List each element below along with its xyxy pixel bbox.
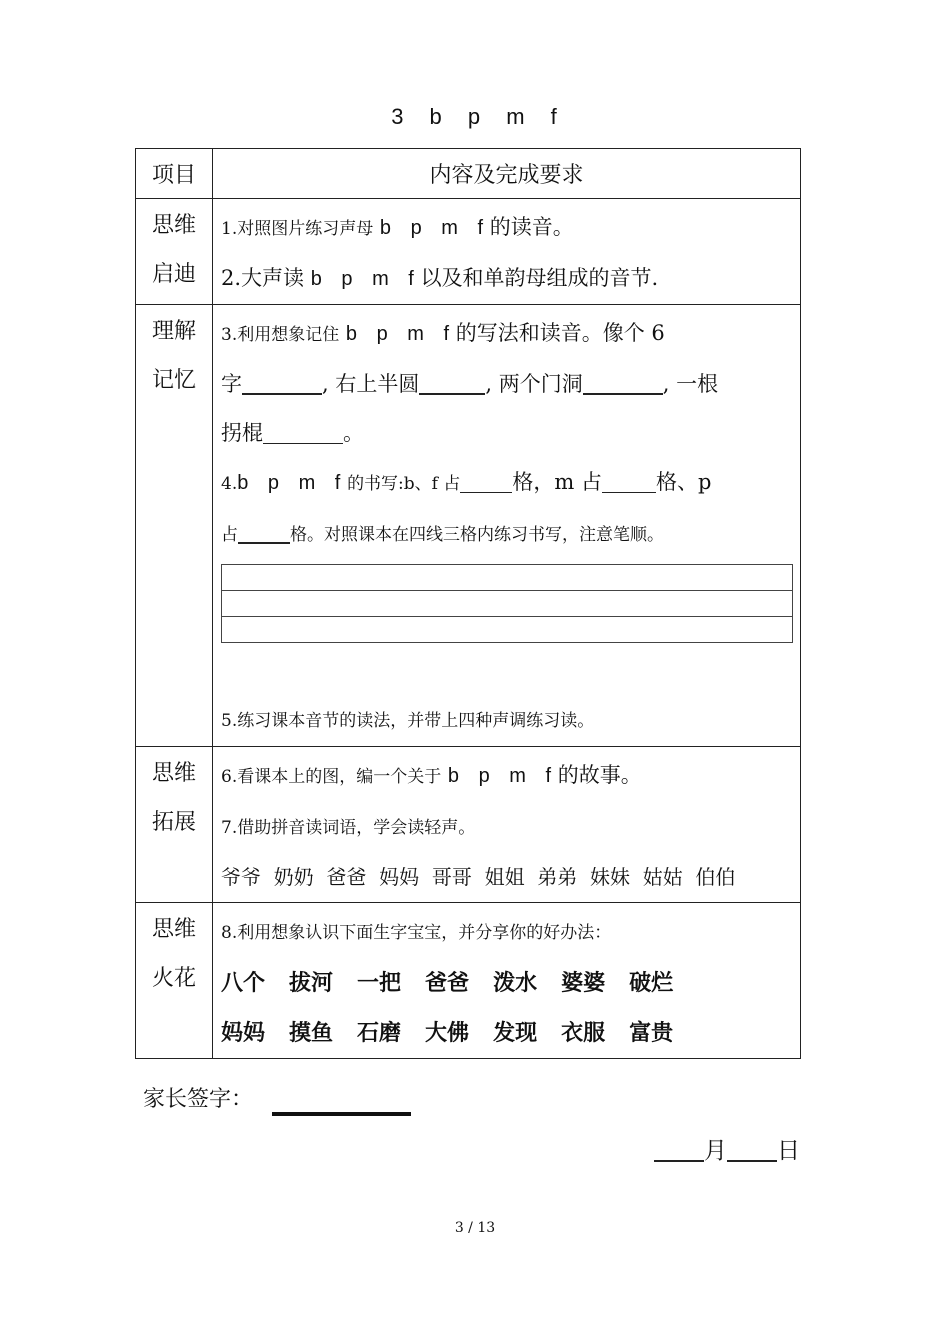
row-label: 理解 记忆 — [136, 305, 213, 747]
four-line-writing-grid[interactable] — [221, 564, 793, 643]
row-label: 思维 拓展 — [136, 747, 213, 903]
blank-field[interactable] — [238, 516, 290, 544]
blank-field[interactable] — [263, 417, 343, 444]
table-row — [136, 903, 801, 1059]
page-number: 3 / 13 — [454, 1220, 496, 1236]
row-label: 思维 火花 — [136, 903, 213, 1059]
characters-row-2: 妈妈 摸鱼 石磨 大佛 发现 衣服 富贵 — [221, 1020, 674, 1046]
row-content: 8.利用想象认识下面生字宝宝，并分享你的好办法： 八个 拔河 一把 爸爸 泼水 婆婆 破烂 妈妈 摸鱼 石磨 大佛 发现 衣服 富贵 — [213, 903, 801, 1059]
month-blank[interactable] — [654, 1130, 704, 1162]
worksheet-table — [135, 148, 801, 1059]
blank-field[interactable] — [583, 367, 663, 395]
parent-sign-field[interactable] — [272, 1112, 411, 1116]
table-row — [136, 305, 801, 747]
header-content: 内容及完成要求 — [213, 149, 801, 199]
page-title: 3 b p m f — [391, 104, 559, 129]
row-label: 思维 启迪 — [136, 199, 213, 305]
table-row — [136, 199, 801, 305]
header-row — [136, 149, 801, 199]
header-item: 项目 — [136, 149, 213, 199]
parent-sign-label: 家长签字： — [143, 1087, 254, 1112]
date-field: 月 日 — [654, 1130, 800, 1165]
blank-field[interactable] — [460, 466, 512, 493]
blank-field[interactable] — [419, 367, 485, 395]
row-content: 3.利用想象记住 b p m f 的写法和读音。像个 6 字 , 右上半圆 , 两个门洞 , 一根 拐棍 。 4.b p m f 的书写:b、f 占 格，m 占 格、p 占 格。对照课本在四线三格内练习书写，注意笔顺。 5.练习课本音节的读法，并带上四种声调练习读。 — [213, 305, 801, 747]
characters-row-1: 八个 拔河 一把 爸爸 泼水 婆婆 破烂 — [221, 970, 674, 996]
row-content: 6.看课本上的图，编一个关于 b p m f 的故事。 7.借助拼音读词语，学会读轻声。 爷爷 奶奶 爸爸 妈妈 哥哥 姐姐 弟弟 妹妹 姑姑 伯伯 — [213, 747, 801, 903]
table-row — [136, 747, 801, 903]
row-content: 1.对照图片练习声母 b p m f 的读音。 2.大声读 b p m f 以及和单韵母组成的音节. — [213, 199, 801, 305]
blank-field[interactable] — [242, 367, 322, 395]
day-blank[interactable] — [727, 1130, 777, 1162]
blank-field[interactable] — [602, 466, 656, 493]
